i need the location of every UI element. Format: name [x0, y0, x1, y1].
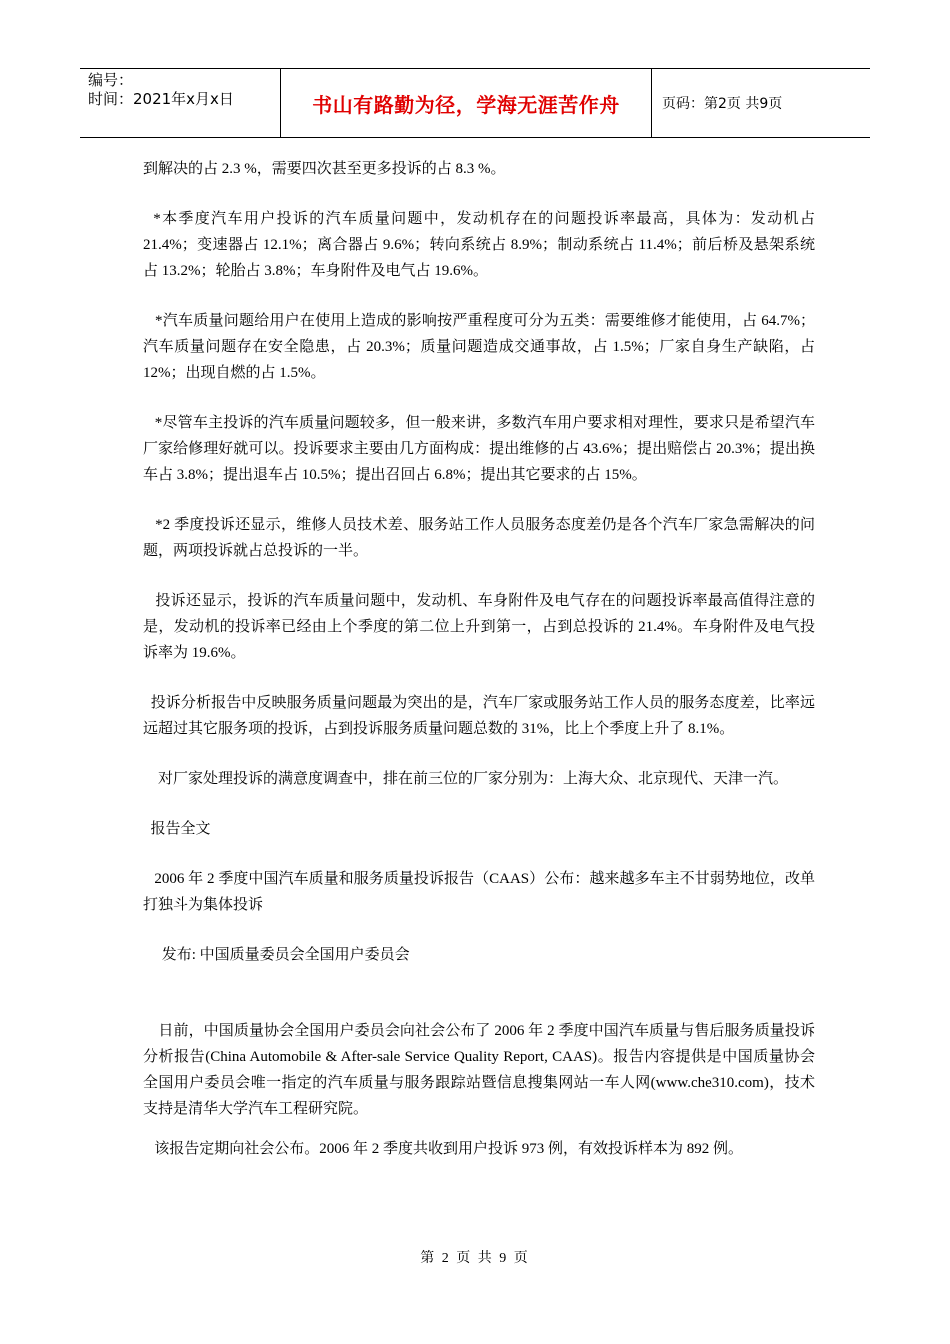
document-number-label: 编号：	[88, 71, 134, 89]
paragraph: *本季度汽车用户投诉的汽车质量问题中，发动机存在的问题投诉率最高，具体为：发动机占 21.4%；变速器占 12.1%；离合器占 9.6%；转向系统占 8.9%；制动系统占 11.4%；前后桥及悬架系统占 13.2%；轮胎占 3.8%；车身附件及电气占 19.6%。	[143, 211, 819, 279]
section-heading: 报告全文	[143, 821, 211, 837]
paragraph: 该报告定期向社会公布。2006 年 2 季度共收到用户投诉 973 例，有效投诉样本为 892 例。	[143, 1141, 744, 1157]
document-date-label: 时间：2021年x月x日	[88, 90, 234, 108]
paragraph: 投诉还显示，投诉的汽车质量问题中，发动机、车身附件及电气存在的问题投诉率最高值得注意的是，发动机的投诉率已经由上个季度的第二位上升到第一，占到总投诉的 21.4%。车身附件及电气投诉率为 19.6%。	[143, 593, 816, 661]
page-header	[80, 68, 870, 138]
paragraph: 日前，中国质量协会全国用户委员会向社会公布了 2006 年 2 季度中国汽车质量与售后服务质量投诉分析报告(China Automobile & After-sale Service Quality Report, CAAS)。报告内容提供是中国质量协会全国用户委员会唯一指定的汽车质量与服务跟踪站暨信息搜集网站一车人网(www.che310.com)，技术支持是清华大学汽车工程研究院。	[143, 1023, 815, 1117]
header-page-info: 页码：第2页 共9页	[662, 96, 783, 112]
page-footer: 第 2 页 共 9 页	[420, 1251, 530, 1266]
header-motto: 书山有路勤为径，学海无涯苦作舟	[281, 69, 652, 137]
report-title: 2006 年 2 季度中国汽车质量和服务质量投诉报告（CAAS）公布：越来越多车主不甘弱势地位，改单打独斗为集体投诉	[143, 871, 815, 913]
publisher-line: 发布: 中国质量委员会全国用户委员会	[143, 947, 410, 963]
paragraph: *尽管车主投诉的汽车质量问题较多，但一般来讲，多数汽车用户要求相对理性，要求只是希望汽车厂家给修理好就可以。投诉要求主要由几方面构成：提出维修的占 43.6%；提出赔偿占 20.3%；提出换车占 3.8%；提出退车占 10.5%；提出召回占 6.8%；提出其它要求的占 15%。	[143, 415, 815, 483]
paragraph: *汽车质量问题给用户在使用上造成的影响按严重程度可分为五类：需要维修才能使用，占 64.7%；汽车质量问题存在安全隐患，占 20.3%；质量问题造成交通事故，占 1.5%；厂家自身生产缺陷，占 12%；出现自燃的占 1.5%。	[143, 313, 819, 381]
paragraph: 对厂家处理投诉的满意度调查中，排在前三位的厂家分别为：上海大众、北京现代、天津一汽。	[143, 771, 789, 787]
header-info-cell	[80, 69, 281, 137]
paragraph: 到解决的占 2.3 %，需要四次甚至更多投诉的占 8.3 %。	[143, 161, 506, 177]
document-body	[143, 156, 819, 1186]
paragraph: 投诉分析报告中反映服务质量问题最为突出的是，汽车厂家或服务站工作人员的服务态度差，比率远远超过其它服务项的投诉，占到投诉服务质量问题总数的 31%，比上个季度上升了 8.1%。	[143, 695, 815, 737]
paragraph: *2 季度投诉还显示，维修人员技术差、服务站工作人员服务态度差仍是各个汽车厂家急需解决的问题，两项投诉就占总投诉的一半。	[143, 517, 816, 559]
